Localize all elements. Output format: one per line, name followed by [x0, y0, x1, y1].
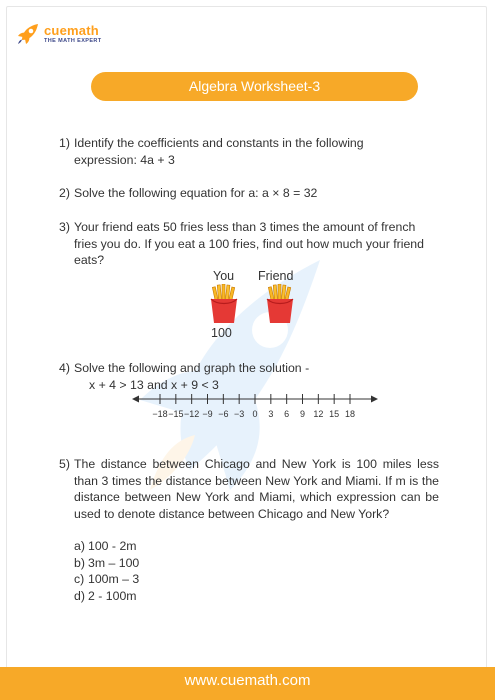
number-line-label: −15: [168, 409, 184, 419]
number-line: [130, 390, 380, 424]
question-number: 2): [59, 186, 70, 200]
question-text: Identify the coefficients and constants in the following expression: 4a + 3: [74, 136, 364, 167]
cuemath-logo: [16, 22, 102, 46]
number-line-label: 12: [313, 409, 324, 419]
number-line-label: −6: [218, 409, 229, 419]
option-text: 100 - 2m: [88, 539, 137, 553]
option-label: b): [74, 555, 85, 570]
number-line-label: −18: [152, 409, 168, 419]
number-line-label: 15: [329, 409, 340, 419]
option-b: [74, 555, 139, 572]
option-text: 3m – 100: [88, 555, 140, 570]
option-label: a): [74, 539, 85, 553]
friend-label: Friend: [258, 269, 294, 283]
inequality-equation: x + 4 > 13 and x + 9 < 3: [89, 377, 219, 392]
question-number: 4): [59, 361, 70, 375]
question-number: 3): [59, 220, 70, 234]
option-label: c): [74, 572, 85, 586]
question-1: [59, 135, 429, 168]
fries-count-label: 100: [211, 326, 232, 340]
number-line-label: 6: [284, 409, 290, 419]
question-5: [59, 456, 439, 522]
question-text: Solve the following equation for a: a × 8 = 32: [74, 186, 318, 200]
question-3: [59, 219, 429, 269]
worksheet-title: Algebra Worksheet-3: [91, 72, 418, 101]
french-fries-icon: [208, 284, 240, 324]
option-c: [74, 571, 139, 588]
option-d: [74, 588, 139, 605]
question-2: [59, 185, 429, 202]
number-line-label: 18: [344, 409, 356, 419]
answer-options: [74, 538, 139, 604]
rocket-icon: [16, 22, 40, 46]
number-line-label: −12: [184, 409, 200, 419]
number-line-label: 9: [299, 409, 306, 419]
number-line-label: −3: [234, 409, 245, 419]
option-text: 2 - 100m: [88, 588, 137, 603]
question-text: Solve the following and graph the solution -: [74, 361, 310, 375]
question-text: The distance between Chicago and New York is 100 miles less than 3 times the distance between New York and Miami. If m is the distance between New York and Miami, which expression can be used to denote distance between Chicago and New York?: [74, 457, 439, 521]
question-number: 5): [59, 457, 70, 471]
brand-tagline: THE MATH EXPERT: [44, 37, 102, 44]
number-line-label: 0: [252, 409, 258, 419]
question-number: 1): [59, 136, 70, 150]
you-label: You: [213, 269, 235, 283]
number-line-label: 3: [268, 409, 274, 419]
question-4: [59, 360, 429, 393]
option-label: d): [74, 588, 85, 603]
arrow-left-icon: [132, 396, 139, 403]
arrow-right-icon: [371, 396, 378, 403]
french-fries-icon: [264, 284, 296, 324]
option-a: [74, 538, 139, 555]
footer-url: www.cuemath.com: [0, 667, 495, 700]
question-text: Your friend eats 50 fries less than 3 times the amount of french fries you do. If you eat a 100 fries, find out how much your friend eats?: [74, 220, 424, 267]
number-line-label: −9: [202, 409, 213, 419]
option-text: 100m – 3: [88, 572, 140, 586]
brand-name: cuemath: [44, 22, 99, 38]
